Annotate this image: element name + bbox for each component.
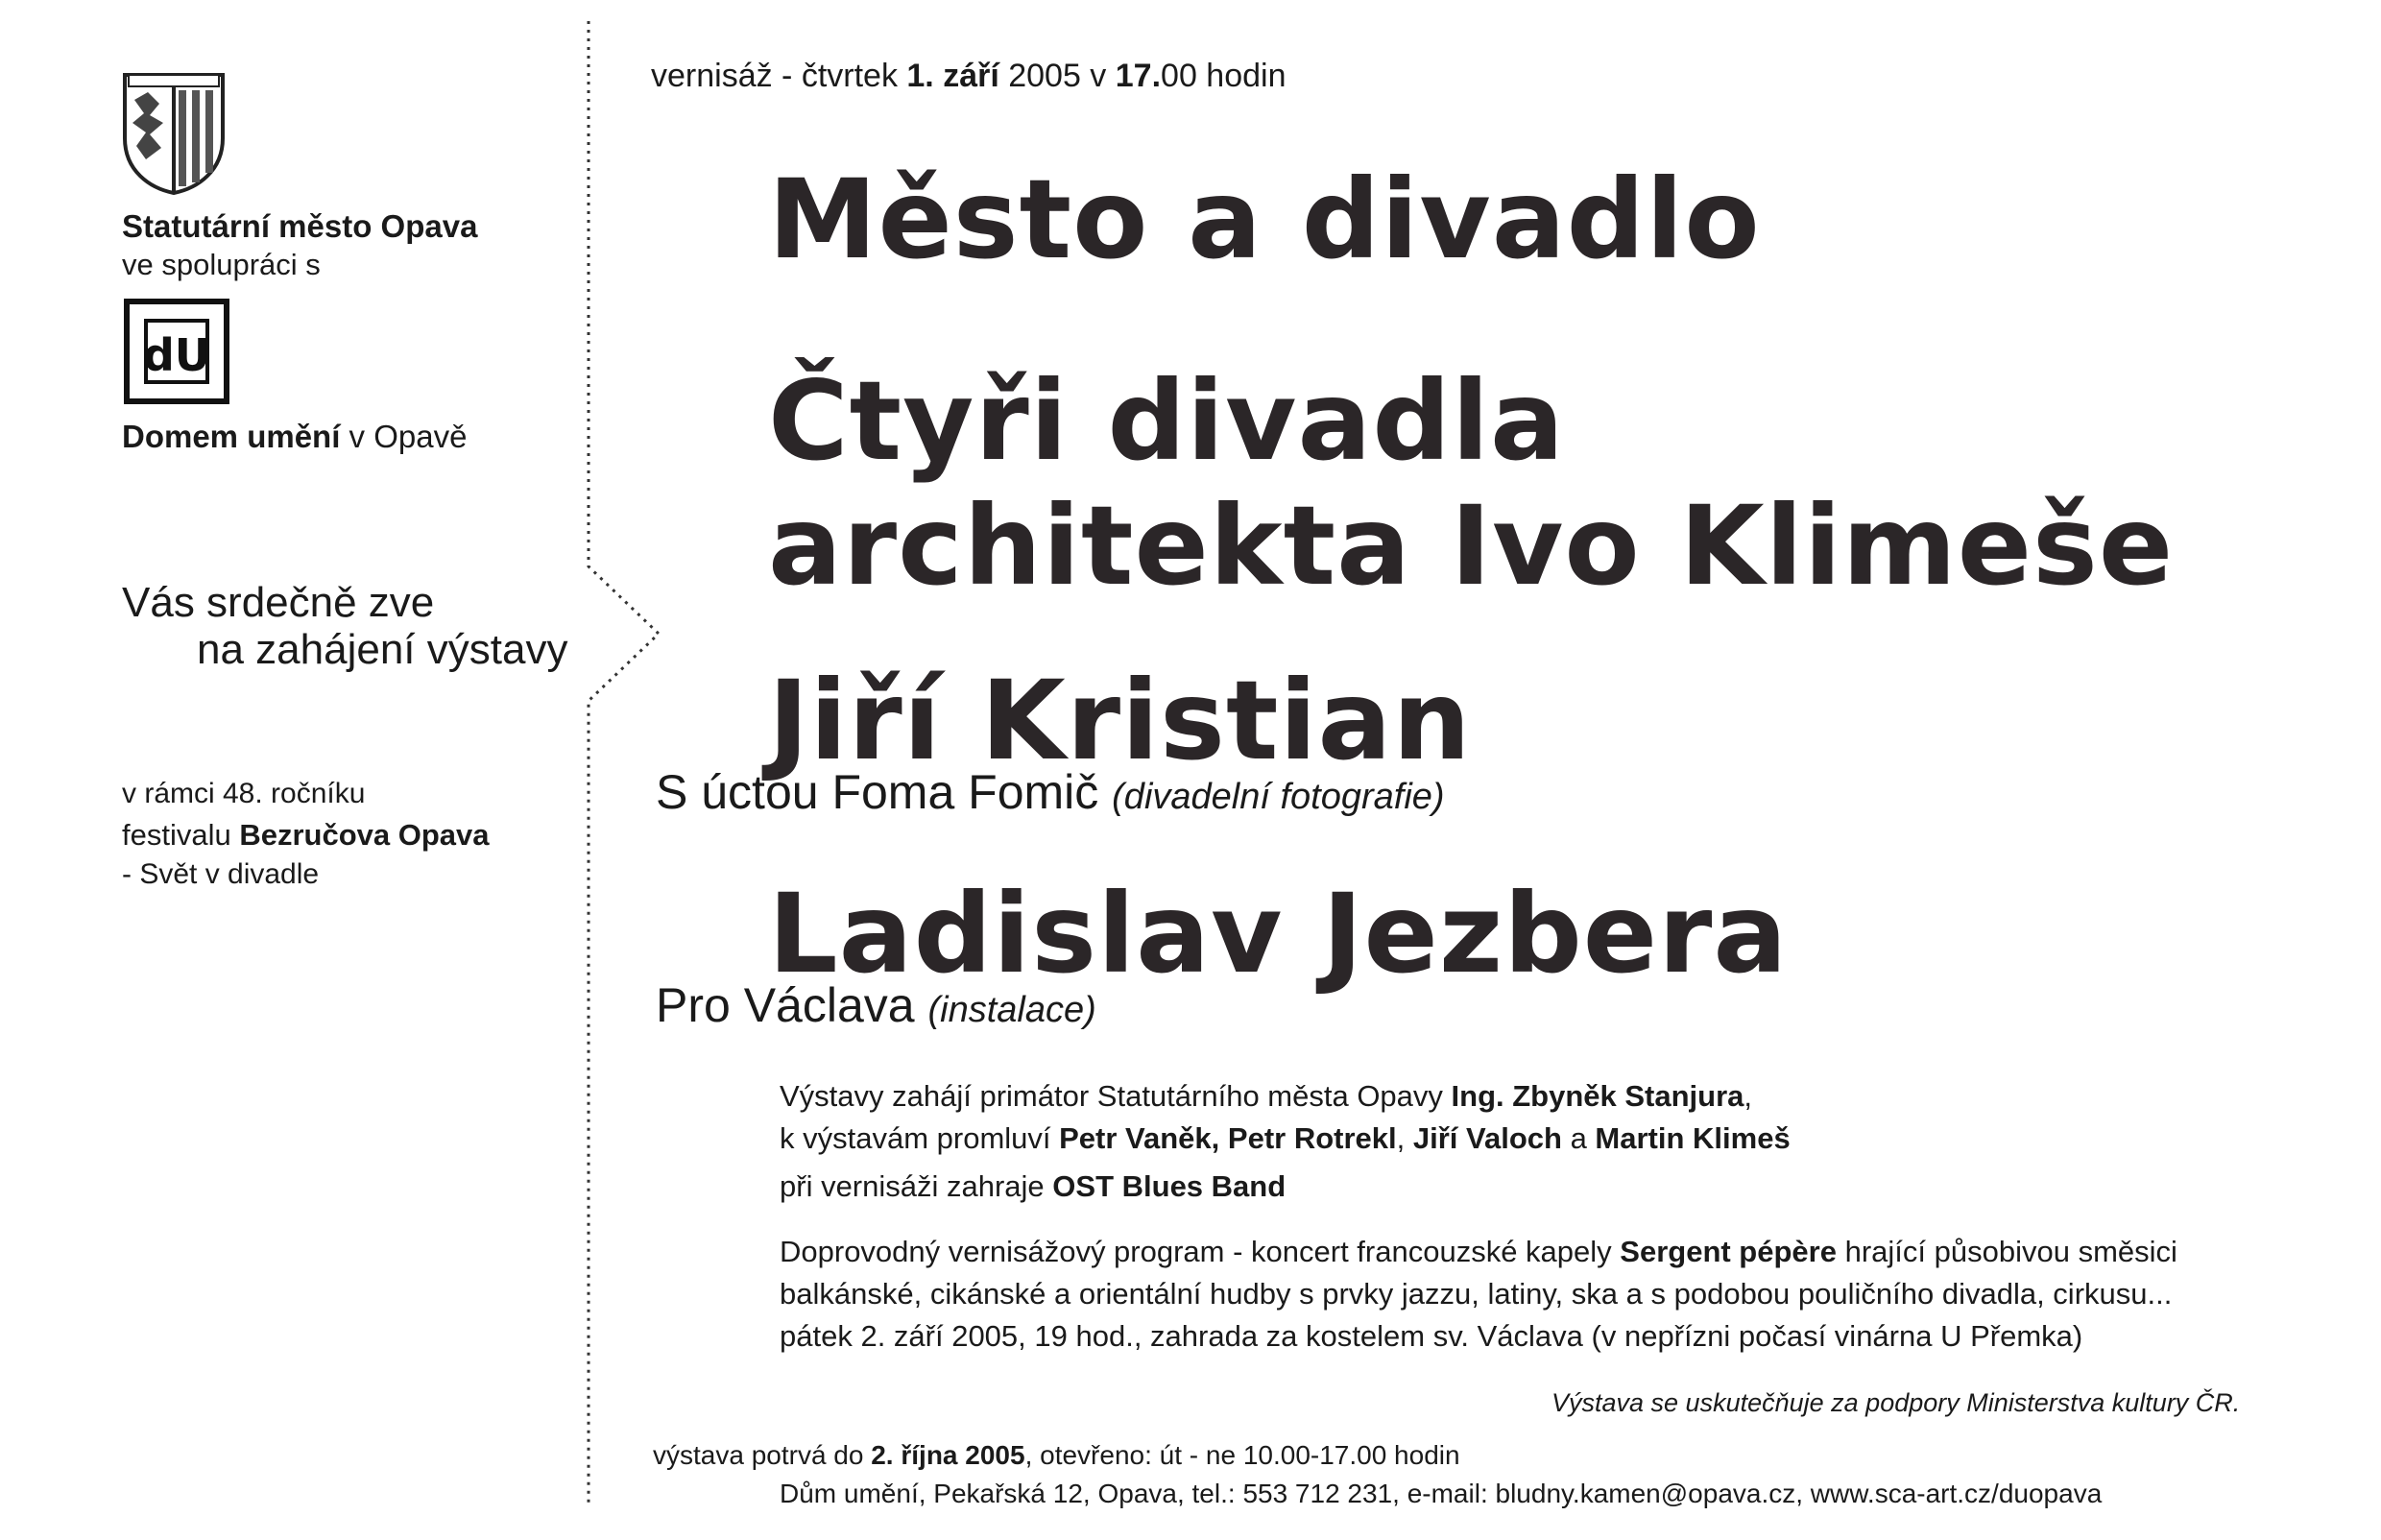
artist-1-work: S úctou Foma Fomič (divadelní fotografie) xyxy=(656,765,1445,819)
exhibition-title-1: Město a divadlo xyxy=(768,156,1761,283)
program-line-3: pátek 2. září 2005, 19 hod., zahrada za kostelem sv. Václava (v nepřízni počasí vinárna U Přemka) xyxy=(780,1319,2083,1353)
venue-contact: Dům umění, Pekařská 12, Opava, tel.: 553 712 231, e-mail: bludny.kamen@opava.cz, www.sca-art.cz/duopava xyxy=(780,1479,2103,1508)
invitation-line-2: na zahájení výstavy xyxy=(197,626,568,673)
artist-name-2: Ladislav Jezbera xyxy=(768,870,1789,998)
exhibition-duration: výstava potrvá do 2. října 2005, otevřeno: út - ne 10.00-17.00 hodin xyxy=(653,1440,1460,1470)
band-line: při vernisáži zahraje OST Blues Band xyxy=(780,1169,1287,1203)
festival-line-3: - Svět v divadle xyxy=(122,858,320,890)
cooperation-text: ve spolupráci s xyxy=(122,248,321,281)
vernisage-date: vernisáž - čtvrtek 1. září 2005 v 17.00 hodin xyxy=(651,58,1287,94)
dum-umeni-logo-text: dU xyxy=(142,329,211,381)
festival-line-1: v rámci 48. ročníku xyxy=(122,778,366,809)
partner-name: Domem umění v Opavě xyxy=(122,419,468,454)
exhibition-title-2-line-2: architekta Ivo Klimeše xyxy=(768,482,2175,610)
speakers-line: k výstavám promluví Petr Vaněk, Petr Rotrekl, Jiří Valoch a Martin Klimeš xyxy=(780,1121,1791,1155)
opening-speaker: Výstavy zahájí primátor Statutárního města Opavy Ing. Zbyněk Stanjura, xyxy=(780,1079,1753,1113)
invitation-line-1: Vás srdečně zve xyxy=(122,579,435,626)
program-line-2: balkánské, cikánské a orientální hudby s prvky jazzu, latiny, ska a s podobou pouličního divadla, cirkusu... xyxy=(780,1277,2173,1311)
ministry-support-note: Výstava se uskutečňuje za podpory Ministerstva kultury ČR. xyxy=(1551,1388,2241,1417)
program-line-1: Doprovodný vernisážový program - koncert francouzské kapely Sergent pépère hrající působivou směsici xyxy=(780,1235,2177,1268)
artist-2-work: Pro Václava (instalace) xyxy=(656,978,1096,1032)
artist-name-1: Jiří Kristian xyxy=(768,657,1472,784)
festival-line-2: festivalu Bezručova Opava xyxy=(122,818,490,852)
organizer-name: Statutární město Opava xyxy=(122,208,478,244)
dotted-fold-divider xyxy=(0,0,691,1540)
exhibition-title-2-line-1: Čtyři divadla xyxy=(768,357,1565,485)
